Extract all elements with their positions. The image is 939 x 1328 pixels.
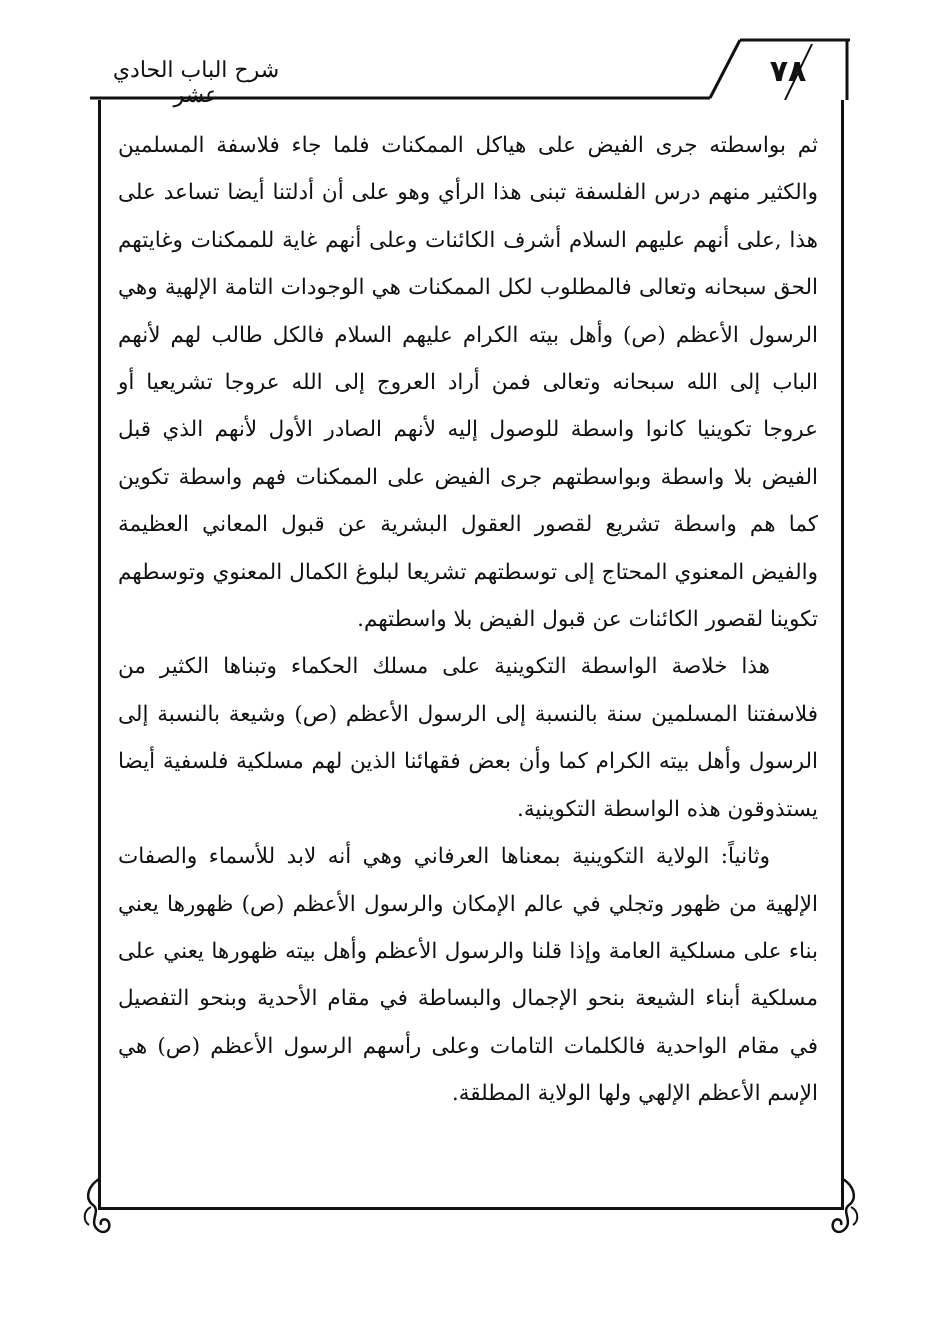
running-title: شرح الباب الحادي عشر (112, 58, 280, 108)
corner-ornament-icon (823, 1177, 863, 1237)
paragraph: هذا خلاصة الواسطة التكوينية على مسلك الحكماء وتبناها الكثير من فلاسفتنا المسلمين سنة بالنسبة إلى الرسول الأعظم (ص) وشيعة بالنسبة إلى الرسول وأهل بيته الكرام كما وأن بعض فقهائنا الذين لهم مسلكية فلسفية أيضا يستذوقون هذه الواسطة التكوينية. (118, 654, 818, 822)
corner-ornament-icon (79, 1177, 119, 1237)
page-header (90, 38, 850, 108)
page-number: ٧٨ (769, 54, 807, 89)
body-text (118, 122, 818, 1118)
paragraph: وثانياً: الولاية التكوينية بمعناها العرفاني وهي أنه لابد للأسماء والصفات الإلهية من ظهور وتجلي في عالم الإمكان والرسول الأعظم (ص) ظهورها يعني بناء على مسلكية العامة وإذا قلنا والرسول الأعظم وأهل بيته ظهورها يعني على مسلكية أبناء الشيعة بنحو الإجمال والبساطة في مقام الأحدية وبنحو التفصيل في مقام الواحدية فالكلمات التامات وعلى رأسهم الرسول الأعظم (ص) هي الإسم الأعظم الإلهي ولها الولاية المطلقة. (118, 844, 818, 1107)
paragraph: ثم بواسطته جرى الفيض على هياكل الممكنات فلما جاء فلاسفة المسلمين والكثير منهم درس الفلسفة تبنى هذا الرأي وهو على أن أدلتنا أيضا تساعد على هذا ,على أنهم عليهم السلام أشرف الكائنات وعلى أنهم غاية للممكنات وغايتهم الحق سبحانه وتعالى فالمطلوب لكل الممكنات هي الوجودات التامة الإلهية وهي الرسول الأعظم (ص) وأهل بيته الكرام عليهم السلام فالكل طالب لهم لأنهم الباب إلى الله سبحانه وتعالى فمن أراد العروج إلى الله عروجا تشريعيا أو عروجا تكوينيا كانوا واسطة للوصول إليه لأنهم الصادر الأول لأنهم الذي قبل الفيض بلا واسطة وبواسطتهم جرى الفيض على الممكنات فهم واسطة تكوين كما هم واسطة تشريع لقصور العقول البشرية عن قبول المعاني العظيمة والفيض المعنوي المحتاج إلى توسطتهم تشريعا لبلوغ الكمال المعنوي وتوسطهم تكوينا لقصور الكائنات عن قبول الفيض بلا واسطتهم. (118, 133, 818, 633)
